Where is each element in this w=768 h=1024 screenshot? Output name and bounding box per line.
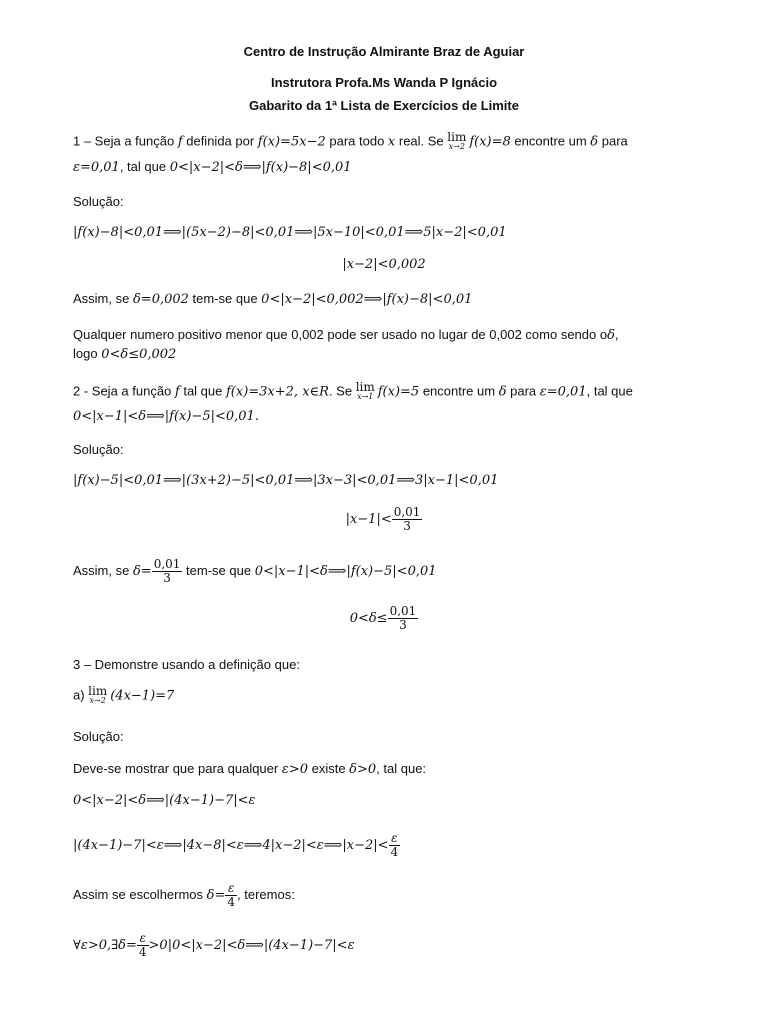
q3a-statement: a) lim x→2 (4x−1)=7 (73, 684, 175, 705)
q1-statement-line1: 1 – Seja a função f definida por f(x)=5x−2 para todo x real. Se lim x→2 f(x)=8 encontre um δ para (73, 130, 628, 151)
q3-step2-fraction: $\frac{\varepsilon}{4}$ (390, 831, 399, 859)
q3-title: 3 – Demonstre usando a definição que: (73, 657, 300, 672)
q3-must-show: Deve-se mostrar que para qualquer ε>0 existe δ>0, tal que: (73, 761, 427, 777)
q2-solution-step2: |x−1|< $\frac{0,01}{3}$ (345, 505, 421, 533)
q3-solution-label: Solução: (73, 729, 124, 744)
q2-solution-step1: |f(x)−5|<0,01⟹|(3x+2)−5|<0,01⟹|3x−3|<0,01⟹3|x−1|<0,01 (73, 473, 499, 488)
q2-statement-line1: 2 - Seja a função f tal que f(x)=3x+2, x∈R. Se lim x→1 f(x)=5 encontre um δ para ε=0,01, tal que (73, 380, 633, 401)
q3-choice: Assim se escolhermos δ= $\frac{\varepsilon}{4}$ , teremos: (73, 881, 295, 909)
q2-conclusion: Assim, se δ= $\frac{0,01}{3}$ tem-se que 0<|x−1|<δ⟹|f(x)−5|<0,01 (73, 557, 437, 585)
q1-solution-label: Solução: (73, 194, 124, 209)
q3-final: ∀ε>0,∃δ= $\frac{\varepsilon}{4}$ >0|0<|x−2|<δ⟹|(4x−1)−7|<ε (73, 931, 355, 959)
q3-choice-fraction: $\frac{\varepsilon}{4}$ (227, 881, 236, 909)
q1-limit: lim x→2 (447, 130, 467, 151)
header-institution: Centro de Instrução Almirante Braz de Aguiar (243, 44, 525, 59)
q2-final-fraction: $\frac{0,01}{3}$ (389, 604, 417, 632)
q2-statement-line2: 0<|x−1|<δ⟹|f(x)−5|<0,01. (73, 409, 259, 424)
q3-final-fraction: $\frac{\varepsilon}{4}$ (138, 931, 147, 959)
q1-remark-line2: logo 0<δ≤0,002 (73, 346, 177, 362)
q3-limit: lim x→2 (88, 684, 108, 705)
q2-final-bound: 0<δ≤ $\frac{0,01}{3}$ (349, 604, 417, 632)
q2-solution-label: Solução: (73, 442, 124, 457)
q1-conclusion: Assim, se δ=0,002 tem-se que 0<|x−2|<0,002⟹|f(x)−8|<0,01 (73, 291, 473, 307)
q2-conclusion-fraction: $\frac{0,01}{3}$ (153, 557, 181, 585)
q1-remark-line1: Qualquer numero positivo menor que 0,002 pode ser usado no lugar de 0,002 como sendo oδ, (73, 327, 619, 343)
q3-solution-step2: |(4x−1)−7|<ε⟹|4x−8|<ε⟹4|x−2|<ε⟹|x−2|< $\frac{\varepsilon}{4}$ (73, 831, 399, 859)
header-title: Gabarito da 1ª Lista de Exercícios de Limite (249, 98, 519, 113)
q2-limit: lim x→1 (355, 380, 375, 401)
q1-solution-step1: |f(x)−8|<0,01⟹|(5x−2)−8|<0,01⟹|5x−10|<0,01⟹5|x−2|<0,01 (73, 225, 507, 240)
q3-solution-step1: 0<|x−2|<δ⟹|(4x−1)−7|<ε (73, 793, 256, 808)
header-instructor: Instrutora Profa.Ms Wanda P Ignácio (270, 75, 498, 90)
q1-statement-line2: ε=0,01, tal que 0<|x−2|<δ⟹|f(x)−8|<0,01 (73, 159, 352, 175)
q2-step2-fraction: $\frac{0,01}{3}$ (393, 505, 421, 533)
q1-solution-step2: |x−2|<0,002 (342, 257, 426, 272)
